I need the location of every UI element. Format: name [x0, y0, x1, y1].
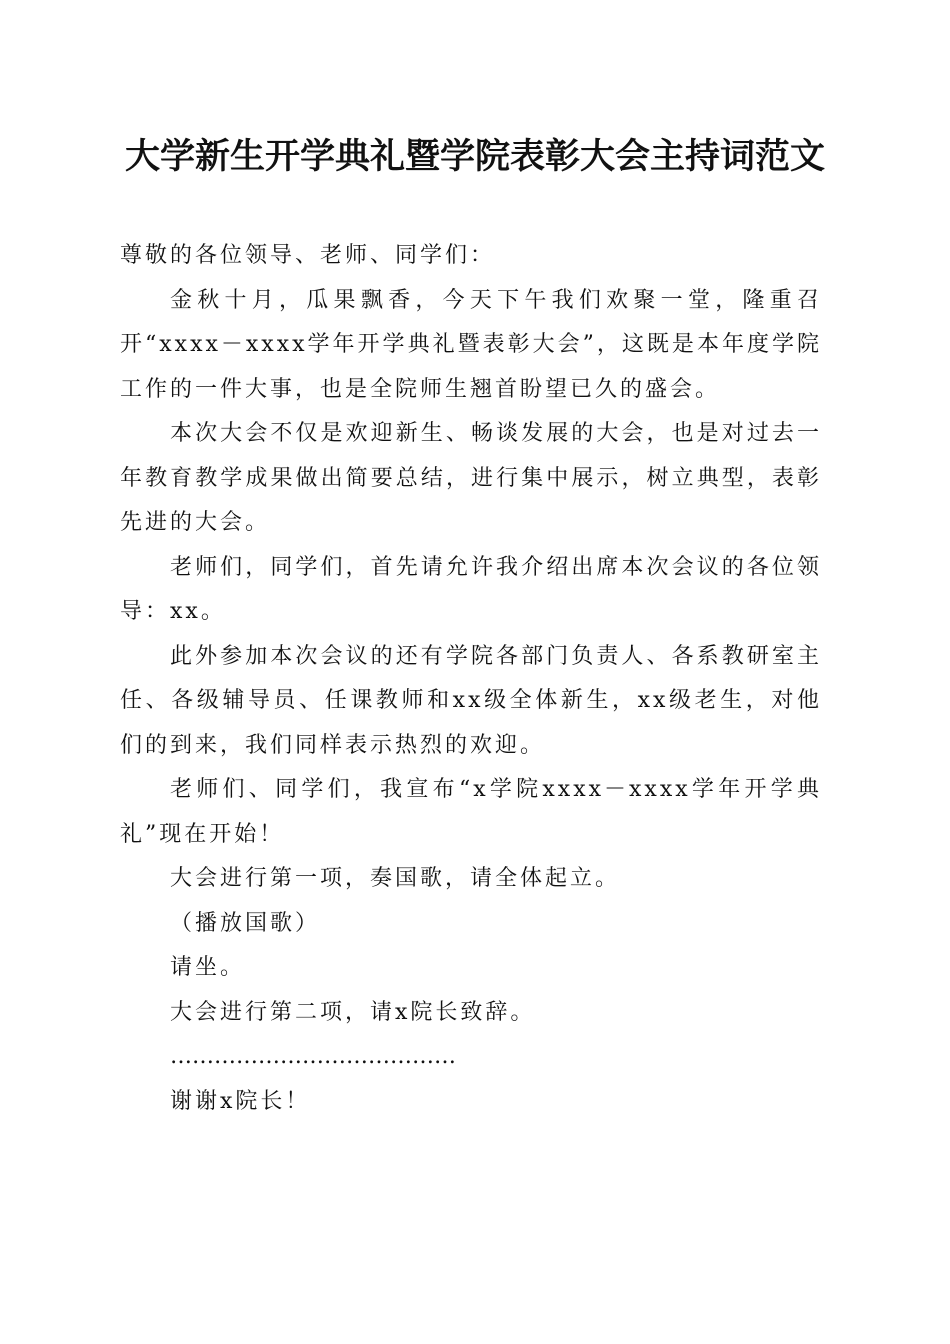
document-body [120, 234, 822, 1124]
paragraph-opening: 金秋十月，瓜果飘香，今天下午我们欢聚一堂，隆重召开“xxxx－xxxx学年开学典礼暨表彰大会”，这既是本年度学院工作的一件大事，也是全院师生翘首盼望已久的盛会。 [120, 287, 822, 402]
paragraph-anthem-note: （播放国歌） [170, 910, 321, 936]
paragraph-purpose: 本次大会不仅是欢迎新生、畅谈发展的大会，也是对过去一年教育教学成果做出简要总结，进行集中展示，树立典型，表彰先进的大会。 [120, 421, 822, 535]
document-title: 大学新生开学典礼暨学院表彰大会主持词范文 [124, 136, 825, 177]
paragraph-announcement: 老师们、同学们，我宣布“x学院xxxx－xxxx学年开学典礼”现在开始！ [120, 777, 822, 847]
paragraph-item-one: 大会进行第一项，奏国歌，请全体起立。 [170, 866, 621, 891]
ellipsis-line: ………………………………… [170, 1044, 456, 1069]
paragraph-be-seated: 请坐。 [170, 955, 246, 980]
paragraph-item-two: 大会进行第二项，请x院长致辞。 [170, 999, 536, 1025]
paragraph-leaders-intro: 老师们，同学们，首先请允许我介绍出席本次会议的各位领导：xx。 [120, 554, 822, 624]
paragraph-attendees: 此外参加本次会议的还有学院各部门负责人、各系教研室主任、各级辅导员、任课教师和xx级全体新生，xx级老生，对他们的到来，我们同样表示热烈的欢迎。 [120, 643, 822, 758]
salutation: 尊敬的各位领导、老师、同学们： [120, 243, 496, 268]
paragraph-thanks: 谢谢x院长！ [170, 1088, 311, 1114]
